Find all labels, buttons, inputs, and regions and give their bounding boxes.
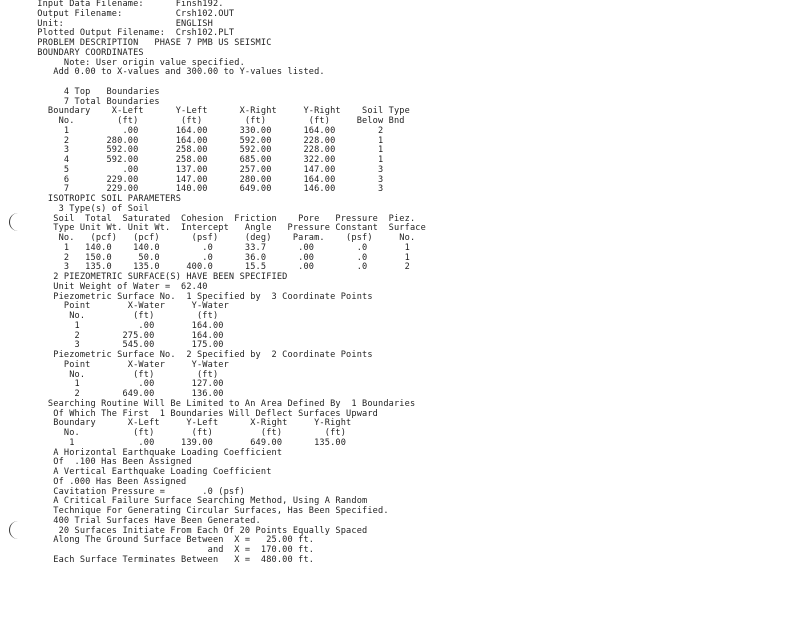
document-line: Type Unit Wt. Unit Wt. Intercept Angle Pressure Constant Surface — [0, 223, 426, 234]
document-line: Boundary X-Left Y-Left X-Right Y-Right — [0, 418, 352, 429]
document-line: Input Data Filename: Finsh192. — [0, 0, 224, 9]
document-line: 2 649.00 136.00 — [0, 389, 224, 399]
document-line: No. (ft) (ft) (ft) (ft) — [0, 428, 347, 438]
document-line: No. (ft) (ft) (ft) (ft) Below Bnd — [0, 116, 405, 126]
document-line: Add 0.00 to X-values and 300.00 to Y-values listed. — [0, 67, 325, 78]
document-line: 2 280.00 164.00 592.00 228.00 1 — [0, 135, 384, 146]
document-line: 1 140.0 140.0 .0 33.7 .00 .0 1 — [0, 242, 410, 253]
document-line: 2 150.0 50.0 .0 36.0 .00 .0 1 — [0, 252, 410, 263]
document-line: 3 Type(s) of Soil — [0, 203, 150, 214]
document-line: No. (ft) (ft) — [0, 311, 219, 321]
document-line: Point X-Water Y-Water — [0, 359, 229, 370]
document-line: Piezometric Surface No. 1 Specified by 3 Coordinate Points — [0, 291, 373, 302]
document-line: Searching Routine Will Be Limited to An Area Defined By 1 Boundaries — [0, 398, 416, 409]
document-line: 5 .00 137.00 257.00 147.00 3 — [0, 164, 384, 175]
document-line: 1 .00 127.00 — [0, 379, 224, 390]
document-line: A Critical Failure Surface Searching Method, Using A Random — [0, 496, 368, 507]
document-line: and X = 170.00 ft. — [0, 545, 315, 555]
document-line: Output Filename: Crsh102.OUT — [0, 8, 235, 19]
document-line: Boundary X-Left Y-Left X-Right Y-Right Soil Type — [0, 106, 410, 117]
document-line: 3 592.00 258.00 592.00 228.00 1 — [0, 145, 384, 156]
document-line: 4 592.00 258.00 685.00 322.00 1 — [0, 155, 384, 165]
document-line: 3 135.0 135.0 400.0 15.5 .00 .0 2 — [0, 262, 410, 273]
document-line: PROBLEM DESCRIPTION PHASE 7 PMB US SEISMIC — [0, 38, 272, 48]
document-line: 1 .00 164.00 330.00 164.00 2 — [0, 125, 384, 136]
document-line: Soil Total Saturated Cohesion Friction Pore Pressure Piez. — [0, 213, 416, 224]
document-line: 2 275.00 164.00 — [0, 330, 224, 341]
document-line: No. (pcf) (pcf) (psf) (deg) Param. (psf) No. — [0, 233, 416, 243]
document-line: Unit Weight of Water = 62.40 — [0, 281, 208, 292]
document-line: Note: User origin value specified. — [0, 57, 245, 68]
document-line: Of .000 Has Been Assigned — [0, 476, 187, 487]
document-line: 7 Total Boundaries — [0, 96, 160, 107]
document-line: 6 229.00 147.00 280.00 164.00 3 — [0, 174, 384, 185]
document-line: Of .100 Has Been Assigned — [0, 457, 192, 468]
document-line: A Horizontal Earthquake Loading Coefficient — [0, 447, 283, 458]
document-line: 20 Surfaces Initiate From Each Of 20 Points Equally Spaced — [0, 525, 368, 536]
document-line: 2 PIEZOMETRIC SURFACE(S) HAVE BEEN SPECIFIED — [0, 272, 288, 282]
document-line: Plotted Output Filename: Crsh102.PLT — [0, 28, 235, 39]
binder-hole-mark — [9, 521, 22, 539]
document-line: 1 .00 139.00 649.00 135.00 — [0, 437, 347, 448]
document-line: ISOTROPIC SOIL PARAMETERS — [0, 194, 182, 204]
binder-hole-mark — [9, 213, 22, 231]
document-line: Point X-Water Y-Water — [0, 301, 229, 312]
document-line: BOUNDARY COORDINATES — [0, 47, 144, 58]
document-line: Cavitation Pressure = .0 (psf) — [0, 486, 245, 497]
document-line: Along The Ground Surface Between X = 25.00 ft. — [0, 535, 315, 546]
document-line: Technique For Generating Circular Surfaces, Has Been Specified. — [0, 506, 389, 516]
document-line: A Vertical Earthquake Loading Coefficient — [0, 467, 272, 477]
document-line: Of Which The First 1 Boundaries Will Deflect Surfaces Upward — [0, 408, 378, 419]
document-line: 1 .00 164.00 — [0, 320, 224, 331]
document-line: 4 Top Boundaries — [0, 86, 160, 97]
document-line: No. (ft) (ft) — [0, 369, 219, 380]
document-line: Each Surface Terminates Between X = 480.00 ft. — [0, 554, 315, 565]
document-line: Piezometric Surface No. 2 Specified by 2 Coordinate Points — [0, 350, 373, 360]
document-line: 3 545.00 175.00 — [0, 340, 224, 351]
document-line: 7 229.00 140.00 649.00 146.00 3 — [0, 184, 384, 195]
document-line: 400 Trial Surfaces Have Been Generated. — [0, 515, 261, 526]
document-line: Unit: ENGLISH — [0, 18, 213, 29]
